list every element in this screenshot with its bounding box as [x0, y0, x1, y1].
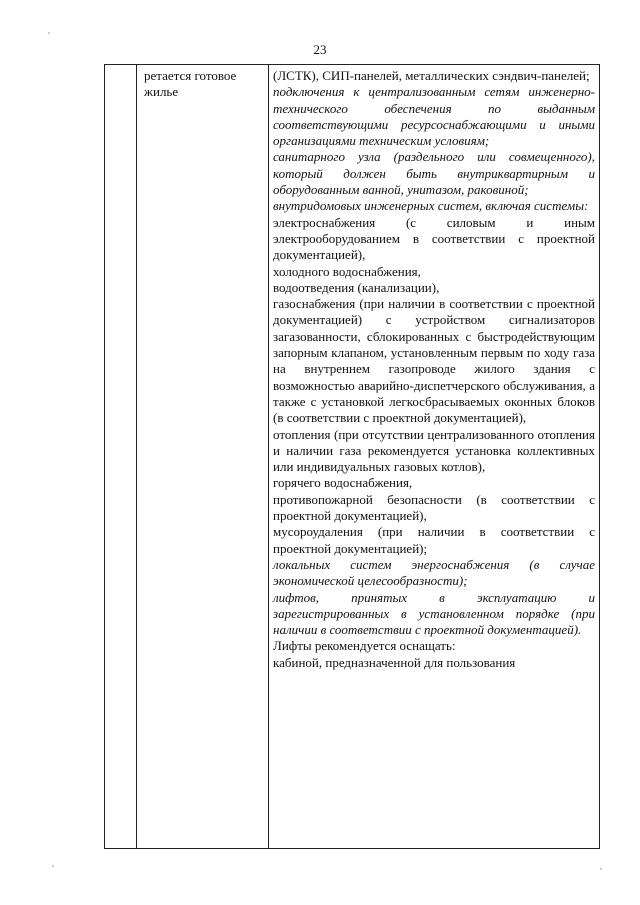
- requirement-line: кабиной, предназначенной для пользования: [273, 654, 516, 670]
- requirement-line: водоотведения (канализации),: [273, 279, 440, 295]
- page-number: 23: [313, 42, 327, 57]
- requirement-line: мусороудаления (при наличии в соответствии с проектной документацией);: [273, 524, 595, 556]
- scan-speck: [48, 32, 50, 34]
- scan-speck: [52, 865, 54, 867]
- requirement-line: подключения к централизованным сетям инженерно-технического обеспечения по выданным соответствующими ресурсоснабжающими и иными организациями техническим условиям;: [273, 84, 595, 149]
- requirement-line: отопления (при отсутствии централизованного отопления и наличии газа рекомендуется установка коллективных или индивидуальных газовых котлов),: [273, 426, 595, 475]
- requirement-line: локальных систем энергоснабжения (в случае экономической целесообразности);: [273, 556, 595, 589]
- requirement-line: санитарного узла (раздельного или совмещенного), который должен быть внутриквартирным и оборудованным ванной, унитазом, раковиной;: [273, 149, 595, 198]
- column-divider-2: [268, 65, 269, 848]
- column-divider-1: [136, 65, 137, 848]
- requirement-line: газоснабжения (при наличии в соответствии с проектной документацией) с устройством сигнализаторов загазованности, сблокированных с быстродействующим запорным клапаном, установленным первым по ходу газа на внутреннем газопроводе жилого здания с возможностью аварийно-диспетчерского обслуживания, а также с установкой легкосбрасываемых оконных блоков (в соответствии с проектной документацией),: [273, 296, 595, 426]
- requirement-line: лифтов, принятых в эксплуатацию и зарегистрированных в установленном порядке (при наличии в соответствии с проектной документацией).: [273, 589, 595, 638]
- table-cell-requirements: [273, 68, 595, 671]
- requirement-line: (ЛСТК), СИП-панелей, металлических сэндвич-панелей;: [273, 68, 590, 83]
- requirements-table: [104, 64, 600, 849]
- requirement-line: Лифты рекомендуется оснащать:: [273, 638, 456, 654]
- requirement-line: электроснабжения (с силовым и иным электрооборудованием в соответствии с проектной документацией),: [273, 214, 595, 263]
- requirement-line: горячего водоснабжения,: [273, 475, 413, 491]
- scan-speck: [600, 868, 602, 870]
- table-cell-description: ретается готовое жилье: [144, 68, 237, 99]
- requirement-line: противопожарной безопасности (в соответствии с проектной документацией),: [273, 491, 595, 524]
- requirement-line: внутридомовых инженерных систем, включая системы:: [273, 198, 589, 214]
- requirement-line: холодного водоснабжения,: [273, 263, 421, 279]
